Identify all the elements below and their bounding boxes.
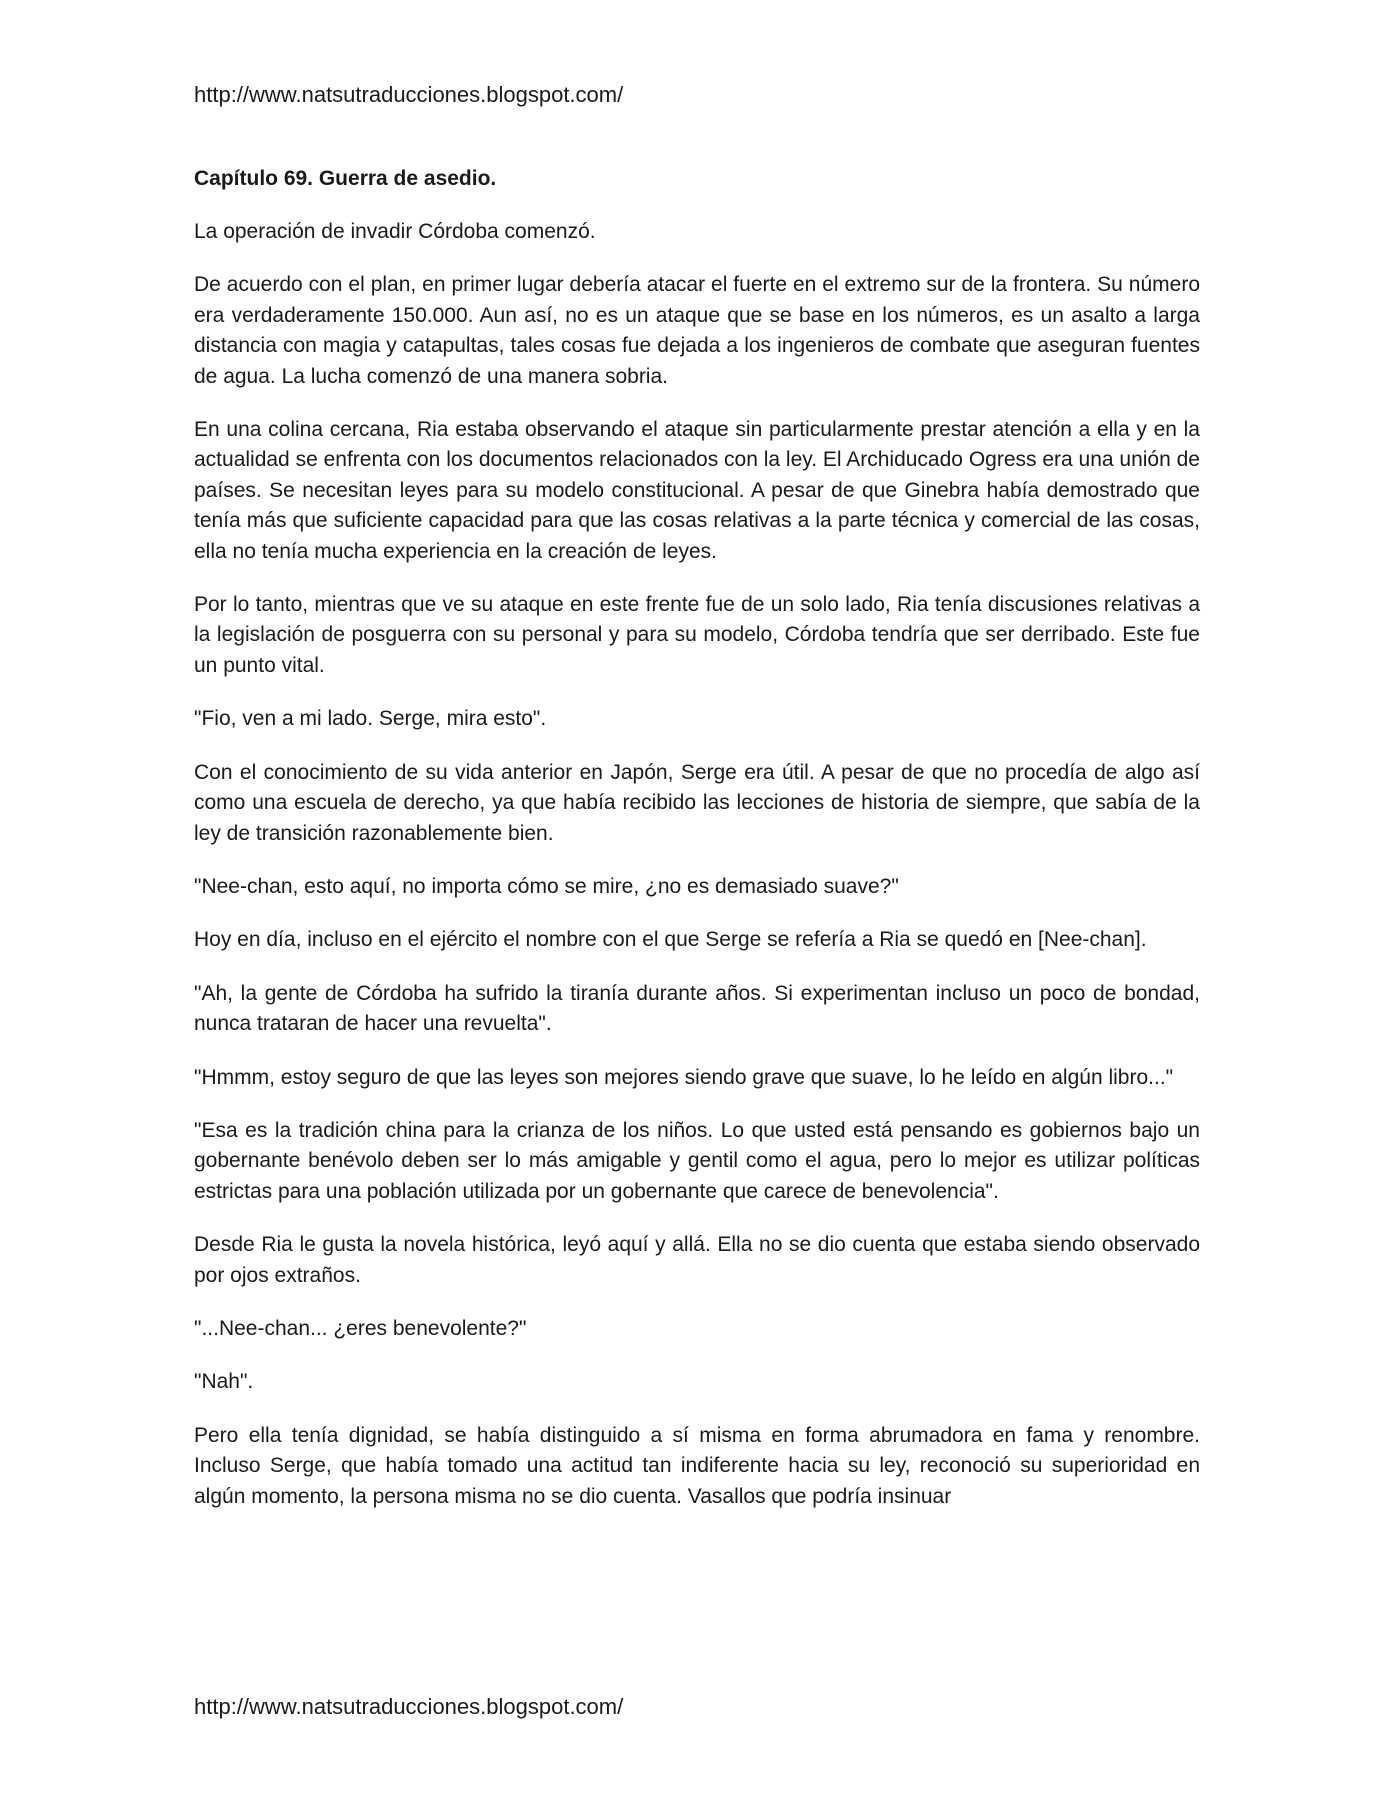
footer-url: http://www.natsutraducciones.blogspot.com/	[194, 1694, 624, 1719]
paragraph: "Esa es la tradición china para la crianza de los niños. Lo que usted está pensando es gobiernos bajo un gobernante benévolo deben ser lo más amigable y gentil como el agua, pero lo mejor es utilizar políticas estrictas para una población utilizada por un gobernante que carece de benevolencia".	[194, 1118, 1200, 1203]
paragraph: La operación de invadir Córdoba comenzó.	[194, 220, 596, 243]
paragraph: Por lo tanto, mientras que ve su ataque en este frente fue de un solo lado, Ria tenía discusiones relativas a la legislación de posguerra con su personal y para su modelo, Córdoba tendría que ser derribado. Este fue un punto vital.	[194, 593, 1200, 677]
paragraph: "Nah".	[194, 1370, 254, 1394]
paragraph: De acuerdo con el plan, en primer lugar debería atacar el fuerte en el extremo sur de la frontera. Su número era verdaderamente 150.000. Aun así, no es un ataque que se base en los números, es un asalto a larga distancia con magia y catapultas, tales cosas fue dejada a los ingenieros de combate que aseguran fuentes de agua. La lucha comenzó de una manera sobria.	[194, 273, 1200, 388]
paragraph: "Ah, la gente de Córdoba ha sufrido la tiranía durante años. Si experimentan incluso un poco de bondad, nunca trataran de hacer una revuelta".	[194, 981, 1200, 1036]
paragraph: Pero ella tenía dignidad, se había distinguido a sí misma en forma abrumadora en fama y renombre. Incluso Serge, que había tomado una actitud tan indiferente hacia su ley, reconoció su superioridad en algún momento, la persona misma no se dio cuenta. Vasallos que podría insinuar	[194, 1423, 1200, 1508]
paragraph: "Fio, ven a mi lado. Serge, mira esto".	[194, 707, 547, 731]
paragraph: Desde Ria le gusta la novela histórica, leyó aquí y allá. Ella no se dio cuenta que estaba siendo observado por ojos extraños.	[194, 1233, 1200, 1287]
chapter-title: Capítulo 69. Guerra de asedio.	[194, 167, 497, 190]
paragraph: "Nee-chan, esto aquí, no importa cómo se mire, ¿no es demasiado suave?"	[194, 874, 899, 898]
paragraph: "Hmmm, estoy seguro de que las leyes son mejores siendo grave que suave, lo he leído en algún libro..."	[194, 1065, 1174, 1089]
document-body	[194, 164, 1200, 1535]
paragraph: Hoy en día, incluso en el ejército el nombre con el que Serge se refería a Ria se quedó en [Nee-chan].	[194, 928, 1147, 952]
header-url: http://www.natsutraducciones.blogspot.com/	[194, 82, 624, 107]
paragraph: En una colina cercana, Ria estaba observando el ataque sin particularmente prestar atención a ella y en la actualidad se enfrenta con los documentos relacionados con la ley. El Archiducado Ogress era una unión de países. Se necesitan leyes para su modelo constitucional. A pesar de que Ginebra había demostrado que tenía más que suficiente capacidad para que las cosas relativas a la parte técnica y comercial de las cosas, ella no tenía mucha experiencia en la creación de leyes.	[194, 418, 1200, 563]
paragraph: Con el conocimiento de su vida anterior en Japón, Serge era útil. A pesar de que no procedía de algo así como una escuela de derecho, ya que había recibido las lecciones de historia de siempre, que sabía de la ley de transición razonablemente bien.	[194, 760, 1200, 845]
paragraph: "...Nee-chan... ¿eres benevolente?"	[194, 1316, 527, 1340]
